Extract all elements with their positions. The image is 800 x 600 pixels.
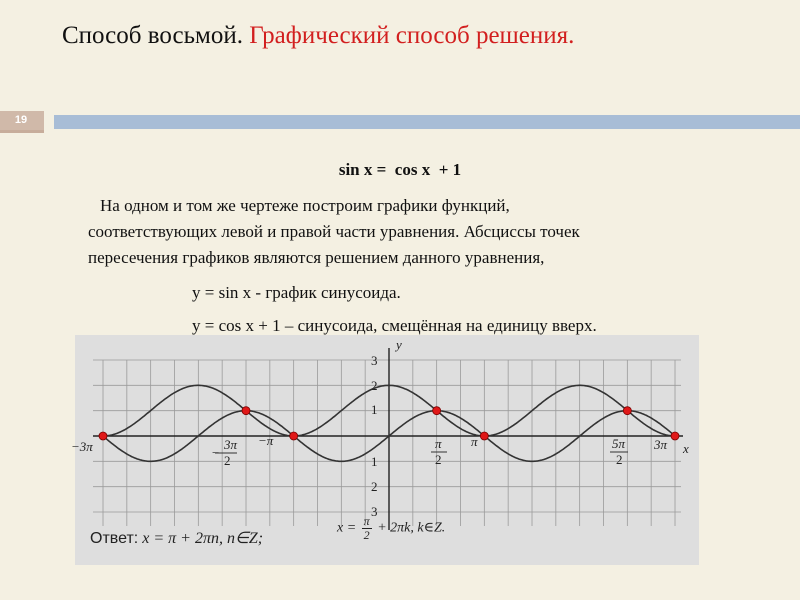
intersection-point	[242, 407, 250, 415]
y-tick-neg-3: 3	[371, 504, 378, 519]
divider-rule	[54, 115, 800, 129]
paragraph-line-2: соответствующих левой и правой части уравнения. Абсциссы точек	[88, 222, 580, 241]
answer-alt-prefix: x =	[337, 520, 357, 536]
answer-alt-num: π	[363, 514, 370, 528]
paragraph-line-3: пересечения графиков являются решением данного уравнения,	[88, 248, 545, 267]
slide-number: 19	[14, 114, 28, 126]
answer-label: Ответ:	[90, 530, 139, 547]
x-tick-5pi-2-num: 5π	[612, 436, 626, 451]
title-part-1: Способ восьмой.	[62, 22, 243, 49]
slide-title	[62, 22, 574, 50]
y-axis-label: y	[396, 337, 402, 352]
x-axis-label: x	[683, 441, 689, 456]
x-tick-minus-3pi-2-num: 3π	[224, 437, 238, 452]
answer-line	[90, 528, 263, 548]
title-part-2: Графический способ решения.	[249, 22, 575, 49]
answer-alt-suffix: + 2πk, k∈Z.	[377, 520, 446, 536]
x-tick-minus-3pi-2-minus: −	[212, 445, 220, 460]
answer-alt-fraction	[362, 515, 372, 542]
intersection-point	[480, 432, 488, 440]
x-tick-minus-pi: −π	[258, 433, 274, 448]
x-tick-right-end: 3π	[654, 437, 668, 452]
y-tick-3: 3	[371, 353, 378, 368]
y-tick-neg-1: 1	[371, 454, 378, 469]
x-tick-pi-2-den: 2	[435, 452, 442, 467]
graph-panel	[71, 335, 699, 565]
paragraph-line-1: На одном и том же чертеже построим графики функций,	[100, 196, 510, 215]
y-tick-neg-2: 2	[371, 479, 378, 494]
intersection-point	[433, 407, 441, 415]
x-tick-left-end: −3π	[71, 439, 93, 454]
intersection-point	[671, 432, 679, 440]
equation: sin x = cos x + 1	[338, 160, 462, 179]
intersection-point	[623, 407, 631, 415]
answer-alt	[337, 515, 445, 542]
function-line-sin: y = sin x - график синусоида.	[192, 283, 401, 302]
x-tick-minus-3pi-2-den: 2	[224, 453, 231, 468]
title-divider	[0, 111, 800, 133]
y-tick-1: 1	[371, 402, 378, 417]
intersection-point	[290, 432, 298, 440]
x-tick-5pi-2-den: 2	[616, 452, 623, 467]
explanation-paragraph	[88, 193, 778, 271]
intersection-point	[99, 432, 107, 440]
y-tick-2: 2	[371, 378, 378, 393]
function-line-cos: y = cos x + 1 – синусоида, смещённая на единицу вверх.	[192, 316, 597, 335]
x-tick-pi-2-num: π	[435, 436, 442, 451]
answer-alt-den: 2	[363, 528, 370, 542]
x-tick-pi: π	[471, 434, 478, 449]
chart-axes	[93, 348, 683, 530]
answer-part-1: x = π + 2πn, n∈Z;	[142, 530, 264, 547]
